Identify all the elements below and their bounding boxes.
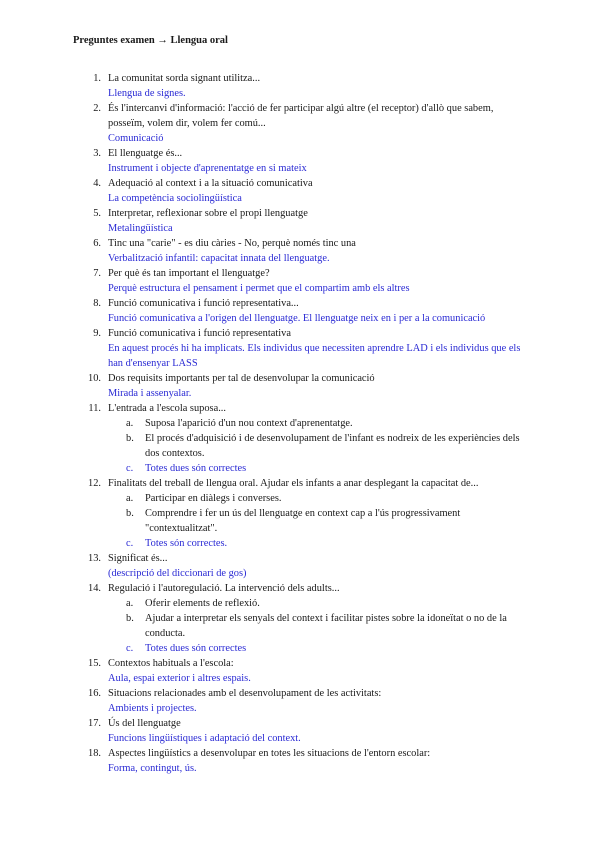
option-text: Ajudar a interpretar els senyals del context i facilitar pistes sobre la idoneïtat o no de la conducta. bbox=[145, 613, 507, 639]
option-text: Totes dues són correctes bbox=[145, 463, 247, 474]
answer-text: Verbalització infantil: capacitat innata del llenguatge. bbox=[108, 253, 330, 264]
question-number: 18. bbox=[88, 748, 101, 759]
option-item bbox=[108, 596, 530, 611]
question-text: Funció comunicativa i funció representativa... bbox=[108, 298, 299, 309]
option-item bbox=[108, 431, 530, 461]
option-letter: b. bbox=[126, 508, 134, 519]
question-item bbox=[85, 101, 530, 146]
option-letter: c. bbox=[126, 538, 134, 549]
question-number: 15. bbox=[88, 658, 101, 669]
question-item bbox=[85, 296, 530, 326]
option-letter: a. bbox=[126, 418, 134, 429]
question-text: Significat és... bbox=[108, 553, 168, 564]
document-title: Preguntes examen → Llengua oral bbox=[73, 35, 228, 46]
question-item bbox=[85, 236, 530, 266]
question-item bbox=[85, 401, 530, 476]
question-item bbox=[85, 476, 530, 551]
question-item bbox=[85, 746, 530, 776]
question-number: 1. bbox=[93, 73, 101, 84]
question-item bbox=[85, 551, 530, 581]
question-text: Funció comunicativa i funció representativa bbox=[108, 328, 291, 339]
question-text: Regulació i l'autoregulació. La intervenció dels adults... bbox=[108, 583, 340, 594]
option-letter: c. bbox=[126, 643, 134, 654]
question-text: És l'intercanvi d'informació: l'acció de fer participar algú altre (el receptor) d'allò que sabem, posseïm, volem dir, volem fer comú... bbox=[108, 103, 494, 129]
option-item bbox=[108, 506, 530, 536]
question-number: 4. bbox=[93, 178, 101, 189]
answer-text: Comunicació bbox=[108, 133, 164, 144]
option-text: Totes dues són correctes bbox=[145, 643, 247, 654]
question-number: 11. bbox=[88, 403, 101, 414]
option-item bbox=[108, 491, 530, 506]
option-text: Suposa l'aparició d'un nou context d'aprenentatge. bbox=[145, 418, 353, 429]
question-item bbox=[85, 176, 530, 206]
question-number: 2. bbox=[93, 103, 101, 114]
question-number: 3. bbox=[93, 148, 101, 159]
question-text: Aspectes lingüístics a desenvolupar en totes les situacions de l'entorn escolar: bbox=[108, 748, 431, 759]
answer-text: (descripció del diccionari de gos) bbox=[108, 568, 247, 579]
option-text: Totes són correctes. bbox=[145, 538, 228, 549]
option-text: El procés d'adquisició i de desenvolupament de l'infant es nodreix de les experiències dels dos contextos. bbox=[145, 433, 520, 459]
question-number: 17. bbox=[88, 718, 101, 729]
question-item bbox=[85, 686, 530, 716]
option-letter: b. bbox=[126, 613, 134, 624]
question-item bbox=[85, 371, 530, 401]
answer-text: Aula, espai exterior i altres espais. bbox=[108, 673, 251, 684]
question-text: El llenguatge és... bbox=[108, 148, 183, 159]
question-text: Interpretar, reflexionar sobre el propi llenguatge bbox=[108, 208, 308, 219]
option-text: Oferir elements de reflexió. bbox=[145, 598, 260, 609]
question-item bbox=[85, 581, 530, 656]
option-letter: a. bbox=[126, 598, 134, 609]
question-number: 8. bbox=[93, 298, 101, 309]
answer-text: Mirada i assenyalar. bbox=[108, 388, 192, 399]
question-text: Ús del llenguatge bbox=[108, 718, 181, 729]
question-number: 6. bbox=[93, 238, 101, 249]
option-letter: b. bbox=[126, 433, 134, 444]
option-list bbox=[108, 596, 530, 656]
answer-text: La competència sociolingüística bbox=[108, 193, 242, 204]
question-number: 10. bbox=[88, 373, 101, 384]
answer-text: Metalingüística bbox=[108, 223, 173, 234]
question-number: 7. bbox=[93, 268, 101, 279]
correct-option bbox=[108, 641, 530, 656]
question-item bbox=[85, 71, 530, 101]
question-list bbox=[85, 71, 530, 776]
question-text: Contextos habituals a l'escola: bbox=[108, 658, 234, 669]
question-item bbox=[85, 146, 530, 176]
correct-option bbox=[108, 461, 530, 476]
question-item bbox=[85, 716, 530, 746]
option-item bbox=[108, 416, 530, 431]
question-text: Dos requisits importants per tal de desenvolupar la comunicació bbox=[108, 373, 375, 384]
question-text: Adequació al context i a la situació comunicativa bbox=[108, 178, 313, 189]
question-text: Per què és tan important el llenguatge? bbox=[108, 268, 270, 279]
question-number: 12. bbox=[88, 478, 101, 489]
option-list bbox=[108, 416, 530, 476]
question-number: 9. bbox=[93, 328, 101, 339]
option-list bbox=[108, 491, 530, 551]
question-item bbox=[85, 656, 530, 686]
answer-text: Forma, contingut, ús. bbox=[108, 763, 197, 774]
question-text: La comunitat sorda signant utilitza... bbox=[108, 73, 261, 84]
question-text: Situacions relacionades amb el desenvolupament de les activitats: bbox=[108, 688, 382, 699]
question-item bbox=[85, 206, 530, 236]
answer-text: Funció comunicativa a l'origen del llenguatge. El llenguatge neix en i per a la comunicació bbox=[108, 313, 486, 324]
question-number: 13. bbox=[88, 553, 101, 564]
question-number: 16. bbox=[88, 688, 101, 699]
answer-text: Instrument i objecte d'aprenentatge en si mateix bbox=[108, 163, 307, 174]
question-item bbox=[85, 266, 530, 296]
answer-text: Funcions lingüístiques i adaptació del context. bbox=[108, 733, 301, 744]
option-letter: c. bbox=[126, 463, 134, 474]
question-text: Finalitats del treball de llengua oral. Ajudar els infants a anar desplegant la capacitat de... bbox=[108, 478, 479, 489]
option-text: Comprendre i fer un ús del llenguatge en context cap a l'ús progressivament "contextualitzat". bbox=[145, 508, 461, 534]
question-text: Tinc una "carie" - es diu càries - No, perquè només tinc una bbox=[108, 238, 356, 249]
option-text: Participar en diàlegs i converses. bbox=[145, 493, 282, 504]
question-text: L'entrada a l'escola suposa... bbox=[108, 403, 226, 414]
answer-text: En aquest procés hi ha implicats. Els individus que necessiten aprendre LAD i els individus que els han d'ensenyar LASS bbox=[108, 343, 521, 369]
answer-text: Llengua de signes. bbox=[108, 88, 186, 99]
question-number: 5. bbox=[93, 208, 101, 219]
answer-text: Ambients i projectes. bbox=[108, 703, 197, 714]
question-item bbox=[85, 326, 530, 371]
option-item bbox=[108, 611, 530, 641]
question-number: 14. bbox=[88, 583, 101, 594]
option-letter: a. bbox=[126, 493, 134, 504]
correct-option bbox=[108, 536, 530, 551]
answer-text: Perquè estructura el pensament i permet que el compartim amb els altres bbox=[108, 283, 410, 294]
